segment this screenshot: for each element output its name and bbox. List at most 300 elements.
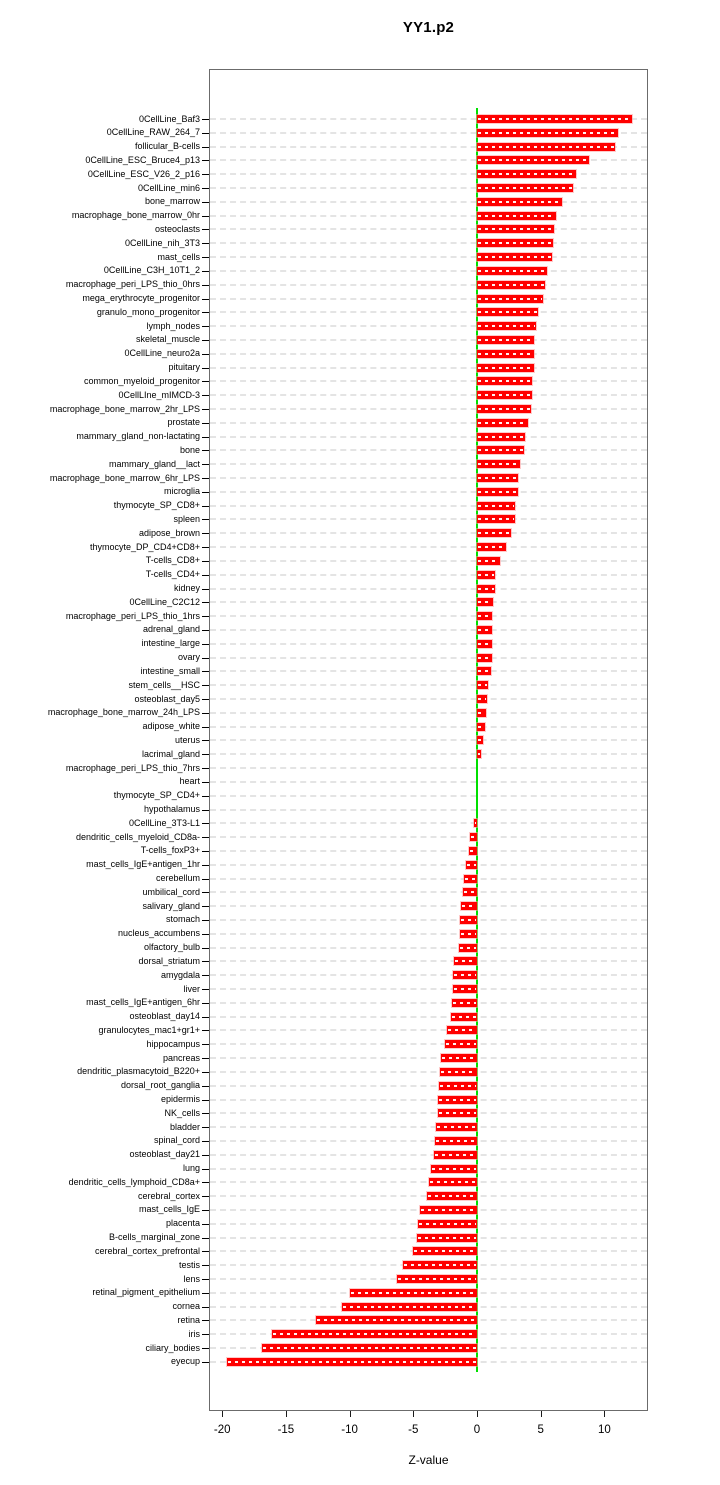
y-tick <box>202 575 209 576</box>
y-tick <box>202 727 209 728</box>
category-label: stomach <box>165 914 200 925</box>
y-tick <box>202 409 209 410</box>
y-tick <box>202 147 209 148</box>
bar <box>453 971 477 979</box>
category-label: T-cells_CD4+ <box>145 569 200 580</box>
y-tick <box>202 1293 209 1294</box>
y-tick <box>202 879 209 880</box>
gridline <box>210 1043 647 1045</box>
gridline <box>210 505 647 507</box>
y-tick <box>202 1265 209 1266</box>
bar <box>454 957 477 965</box>
y-tick <box>202 961 209 962</box>
gridline <box>210 173 647 175</box>
category-label: macrophage_bone_marrow_6hr_LPS <box>49 472 200 483</box>
category-label: mega_erythrocyte_progenitor <box>82 293 200 304</box>
bar <box>477 460 520 468</box>
y-tick <box>202 368 209 369</box>
gridline <box>210 1112 647 1114</box>
category-label: granulo_mono_progenitor <box>96 306 200 317</box>
y-tick <box>202 768 209 769</box>
category-label: lens <box>183 1273 200 1284</box>
gridline <box>210 187 647 189</box>
bar <box>397 1275 477 1283</box>
y-tick <box>202 423 209 424</box>
y-tick <box>202 837 209 838</box>
category-label: osteoblast_day21 <box>129 1149 200 1160</box>
category-label: dorsal_root_ganglia <box>120 1080 200 1091</box>
category-label: cornea <box>172 1301 200 1312</box>
x-tick <box>413 1411 414 1417</box>
gridline <box>210 242 647 244</box>
y-tick <box>202 823 209 824</box>
bar <box>441 1054 477 1062</box>
category-label: microglia <box>163 486 200 497</box>
bar <box>477 723 485 731</box>
y-tick <box>202 1320 209 1321</box>
gridline <box>210 270 647 272</box>
bar <box>477 198 562 206</box>
bar <box>477 129 618 137</box>
y-tick <box>202 174 209 175</box>
gridline <box>210 215 647 217</box>
category-label: osteoblast_day14 <box>129 1011 200 1022</box>
bar <box>477 225 554 233</box>
bar <box>477 170 576 178</box>
bar <box>439 1082 477 1090</box>
gridline <box>210 560 647 562</box>
gridline <box>210 367 647 369</box>
y-tick <box>202 519 209 520</box>
gridline <box>210 1140 647 1142</box>
category-label: macrophage_bone_marrow_0hr <box>71 210 200 221</box>
bar <box>342 1303 477 1311</box>
gridline <box>210 601 647 603</box>
x-tick-label: 5 <box>537 1424 544 1436</box>
bar <box>477 667 491 675</box>
category-label: T-cells_foxP3+ <box>140 845 200 856</box>
bar <box>350 1289 477 1297</box>
category-label: skeletal_muscle <box>135 334 200 345</box>
y-tick <box>202 450 209 451</box>
category-label: mast_cells_IgE+antigen_6hr <box>86 997 200 1008</box>
category-label: testis <box>178 1259 200 1270</box>
category-label: placenta <box>165 1218 200 1229</box>
gridline <box>210 1085 647 1087</box>
bar <box>477 239 553 247</box>
category-label: mast_cells <box>157 251 200 262</box>
bar <box>429 1178 477 1186</box>
category-label: epidermis <box>160 1094 200 1104</box>
bar <box>459 944 477 952</box>
category-label: amygdala <box>160 969 200 980</box>
category-label: 0CellLine_neuro2a <box>124 348 200 359</box>
category-label: prostate <box>167 417 200 428</box>
category-label: pituitary <box>168 362 200 373</box>
category-label: NK_cells <box>164 1107 200 1118</box>
gridline <box>210 974 647 976</box>
gridline <box>210 339 647 341</box>
bar <box>463 888 477 896</box>
gridline <box>210 781 647 783</box>
y-tick <box>202 1100 209 1101</box>
y-tick <box>202 326 209 327</box>
category-label: intestine_small <box>140 665 200 676</box>
gridline <box>210 836 647 838</box>
category-label: stem_cells__HSC <box>128 679 200 690</box>
bar <box>477 612 492 620</box>
bar <box>477 377 532 385</box>
gridline <box>210 1099 647 1101</box>
gridline <box>210 463 647 465</box>
bar <box>427 1192 477 1200</box>
x-tick <box>222 1411 223 1417</box>
gridline <box>210 1016 647 1018</box>
bar <box>477 709 486 717</box>
y-tick <box>202 1030 209 1031</box>
gridline <box>210 670 647 672</box>
gridline <box>210 864 647 866</box>
x-tick <box>604 1411 605 1417</box>
bar <box>477 156 589 164</box>
gridline <box>210 380 647 382</box>
y-tick <box>202 782 209 783</box>
category-label: thymocyte_DP_CD4+CD8+ <box>89 541 200 552</box>
y-tick <box>202 340 209 341</box>
gridline <box>210 1168 647 1170</box>
gridline <box>210 1029 647 1031</box>
gridline <box>210 353 647 355</box>
gridline <box>210 1126 647 1128</box>
y-tick <box>202 547 209 548</box>
category-label: 0CellLine_C3H_10T1_2 <box>103 265 200 276</box>
gridline <box>210 284 647 286</box>
gridline <box>210 684 647 686</box>
y-tick <box>202 492 209 493</box>
y-tick <box>202 354 209 355</box>
bar <box>447 1026 477 1034</box>
gridline <box>210 698 647 700</box>
bar <box>418 1220 477 1228</box>
x-tick-label: 0 <box>473 1424 481 1436</box>
category-label: retina <box>177 1314 200 1325</box>
y-tick <box>202 1182 209 1183</box>
y-tick <box>202 1348 209 1349</box>
gridline <box>210 919 647 921</box>
category-label: osteoclasts <box>154 223 200 234</box>
y-tick <box>202 975 209 976</box>
bar <box>464 875 477 883</box>
category-label: intestine_large <box>141 638 200 649</box>
gridline <box>210 325 647 327</box>
gridline <box>210 795 647 797</box>
category-label: mammary_gland__lact <box>108 458 200 469</box>
gridline <box>210 947 647 949</box>
x-tick <box>286 1411 287 1417</box>
y-tick <box>202 188 209 189</box>
gridline <box>210 228 647 230</box>
bar <box>474 819 477 827</box>
y-tick <box>202 561 209 562</box>
bar <box>477 585 495 593</box>
y-tick <box>202 740 209 741</box>
bar <box>477 253 552 261</box>
y-tick <box>202 381 209 382</box>
y-tick <box>202 1044 209 1045</box>
gridline <box>210 588 647 590</box>
x-tick <box>541 1411 542 1417</box>
category-label: bladder <box>169 1121 200 1132</box>
category-label: mammary_gland_non-lactating <box>76 431 200 442</box>
gridline <box>210 1154 647 1156</box>
gridline <box>210 422 647 424</box>
category-label: granulocytes_mac1+gr1+ <box>98 1024 200 1035</box>
category-label: bone <box>179 444 200 455</box>
x-tick <box>350 1411 351 1417</box>
y-tick <box>202 133 209 134</box>
bar <box>453 985 477 993</box>
gridline <box>210 449 647 451</box>
y-tick <box>202 216 209 217</box>
category-label: cerebral_cortex_prefrontal <box>94 1245 200 1256</box>
bar <box>460 916 477 924</box>
category-label: osteoblast_day5 <box>134 693 200 704</box>
category-label: macrophage_peri_LPS_thio_0hrs <box>65 279 200 290</box>
bar <box>477 736 483 744</box>
bar <box>436 1123 477 1131</box>
y-tick <box>202 464 209 465</box>
gridline <box>210 1002 647 1004</box>
gridline <box>210 311 647 313</box>
bar <box>434 1151 477 1159</box>
gridline <box>210 657 647 659</box>
bar <box>477 446 524 454</box>
y-tick <box>202 257 209 258</box>
gridline <box>210 436 647 438</box>
category-label: adipose_brown <box>138 527 200 538</box>
y-tick <box>202 437 209 438</box>
bar <box>445 1040 477 1048</box>
gridline <box>210 629 647 631</box>
y-tick <box>202 1307 209 1308</box>
bar <box>440 1068 477 1076</box>
y-tick <box>202 671 209 672</box>
y-tick <box>202 699 209 700</box>
gridline <box>210 753 647 755</box>
bar <box>435 1137 477 1145</box>
y-tick <box>202 934 209 935</box>
bar <box>461 902 477 910</box>
gridline <box>210 491 647 493</box>
category-label: hippocampus <box>146 1038 200 1049</box>
x-tick-label: -15 <box>277 1424 295 1436</box>
bar <box>477 295 543 303</box>
y-tick <box>202 989 209 990</box>
gridline <box>210 905 647 907</box>
bar <box>477 322 536 330</box>
gridline <box>210 712 647 714</box>
bar <box>262 1344 477 1352</box>
gridline <box>210 1057 647 1059</box>
y-tick <box>202 1141 209 1142</box>
y-tick <box>202 948 209 949</box>
bar <box>477 557 500 565</box>
y-tick <box>202 478 209 479</box>
gridline <box>210 643 647 645</box>
y-tick <box>202 1251 209 1252</box>
y-tick <box>202 395 209 396</box>
bar <box>466 861 477 869</box>
bar <box>420 1206 477 1214</box>
y-tick <box>202 506 209 507</box>
bar <box>477 681 488 689</box>
category-label: lung <box>182 1163 200 1174</box>
category-label: 0CellLine_3T3-L1 <box>128 817 200 828</box>
gridline <box>210 767 647 769</box>
category-label: cerebral_cortex <box>137 1190 200 1201</box>
category-label: T-cells_CD8+ <box>145 555 200 566</box>
category-label: macrophage_peri_LPS_thio_1hrs <box>65 610 200 621</box>
category-label: follicular_B-cells <box>134 141 200 152</box>
category-label: adrenal_gland <box>142 624 200 635</box>
category-label: hypothalamus <box>143 804 200 814</box>
category-label: mast_cells_IgE+antigen_1hr <box>86 859 200 870</box>
gridline <box>210 933 647 935</box>
category-label: uterus <box>174 734 200 745</box>
category-label: bone_marrow <box>144 196 200 207</box>
category-label: spinal_cord <box>153 1135 200 1146</box>
bar <box>477 488 518 496</box>
x-tick-label: -5 <box>408 1424 419 1436</box>
y-tick <box>202 602 209 603</box>
bar <box>438 1096 477 1104</box>
category-label: retinal_pigment_epithelium <box>92 1287 200 1298</box>
gridline <box>210 739 647 741</box>
gridline <box>210 809 647 811</box>
y-tick <box>202 243 209 244</box>
category-label: 0CellLine_Baf3 <box>138 113 200 124</box>
bar <box>477 364 534 372</box>
bar <box>477 405 531 413</box>
bar <box>477 640 492 648</box>
category-label: 0CellLine_ESC_Bruce4_p13 <box>85 154 200 165</box>
gridline <box>210 298 647 300</box>
bar <box>477 143 615 151</box>
gridline <box>210 201 647 203</box>
y-tick <box>202 644 209 645</box>
category-label: lacrimal_gland <box>141 748 200 759</box>
category-label: macrophage_bone_marrow_2hr_LPS <box>49 403 200 414</box>
category-label: B-cells_marginal_zone <box>108 1232 200 1243</box>
bar <box>477 502 515 510</box>
gridline <box>210 891 647 893</box>
category-label: spleen <box>173 513 200 524</box>
y-tick <box>202 616 209 617</box>
category-label: heart <box>179 776 200 787</box>
gridline <box>210 477 647 479</box>
y-tick <box>202 1017 209 1018</box>
category-label: common_myeloid_progenitor <box>83 375 200 386</box>
category-label: dorsal_striatum <box>138 955 200 966</box>
gridline <box>210 574 647 576</box>
bar <box>452 999 477 1007</box>
y-tick <box>202 119 209 120</box>
bar <box>477 529 511 537</box>
category-label: nucleus_accumbens <box>117 928 200 939</box>
gridline <box>210 988 647 990</box>
category-label: eyecup <box>170 1356 200 1367</box>
bar <box>469 847 477 855</box>
y-tick <box>202 851 209 852</box>
bar <box>477 515 515 523</box>
bar <box>477 598 493 606</box>
category-label: pancreas <box>162 1052 200 1063</box>
bar <box>438 1109 477 1117</box>
x-tick-label: -20 <box>213 1424 231 1436</box>
gridline <box>210 408 647 410</box>
bar <box>477 474 518 482</box>
bar <box>477 212 556 220</box>
gridline <box>210 546 647 548</box>
bar <box>403 1261 477 1269</box>
y-tick <box>202 285 209 286</box>
y-tick <box>202 202 209 203</box>
bar <box>477 184 573 192</box>
gridline <box>210 1071 647 1073</box>
y-tick <box>202 796 209 797</box>
category-label: 0CellLine_min6 <box>137 182 200 193</box>
gridline <box>210 518 647 520</box>
y-tick <box>202 1279 209 1280</box>
y-tick <box>202 1127 209 1128</box>
bar <box>272 1330 477 1338</box>
category-label: 0CellLine_RAW_264_7 <box>106 127 200 138</box>
bar <box>470 833 477 841</box>
bar <box>316 1316 477 1324</box>
y-tick <box>202 658 209 659</box>
y-tick <box>202 271 209 272</box>
category-label: ciliary_bodies <box>145 1342 200 1353</box>
category-label: liver <box>183 983 200 994</box>
category-label: 0CellLine_nih_3T3 <box>124 237 200 248</box>
bar <box>227 1358 477 1366</box>
gridline <box>210 726 647 728</box>
y-tick <box>202 906 209 907</box>
category-label: lymph_nodes <box>146 320 200 331</box>
y-tick <box>202 1224 209 1225</box>
bar <box>477 391 532 399</box>
category-label: 0CellLine_ESC_V26_2_p16 <box>87 168 200 179</box>
y-tick <box>202 1334 209 1335</box>
gridline <box>210 256 647 258</box>
y-tick <box>202 1196 209 1197</box>
x-axis-title: Z-value <box>408 1453 449 1467</box>
y-tick <box>202 685 209 686</box>
category-label: thymocyte_SP_CD4+ <box>113 790 200 801</box>
gridline <box>210 850 647 852</box>
y-tick <box>202 892 209 893</box>
category-label: iris <box>188 1328 200 1339</box>
category-label: kidney <box>173 583 200 594</box>
category-label: umbilical_cord <box>142 886 200 897</box>
category-label: olfactory_bulb <box>143 942 200 953</box>
category-label: adipose_white <box>142 721 200 732</box>
x-tick-label: 10 <box>597 1424 611 1436</box>
bar <box>477 750 481 758</box>
y-tick <box>202 1113 209 1114</box>
bar <box>451 1013 477 1021</box>
bar <box>477 281 545 289</box>
